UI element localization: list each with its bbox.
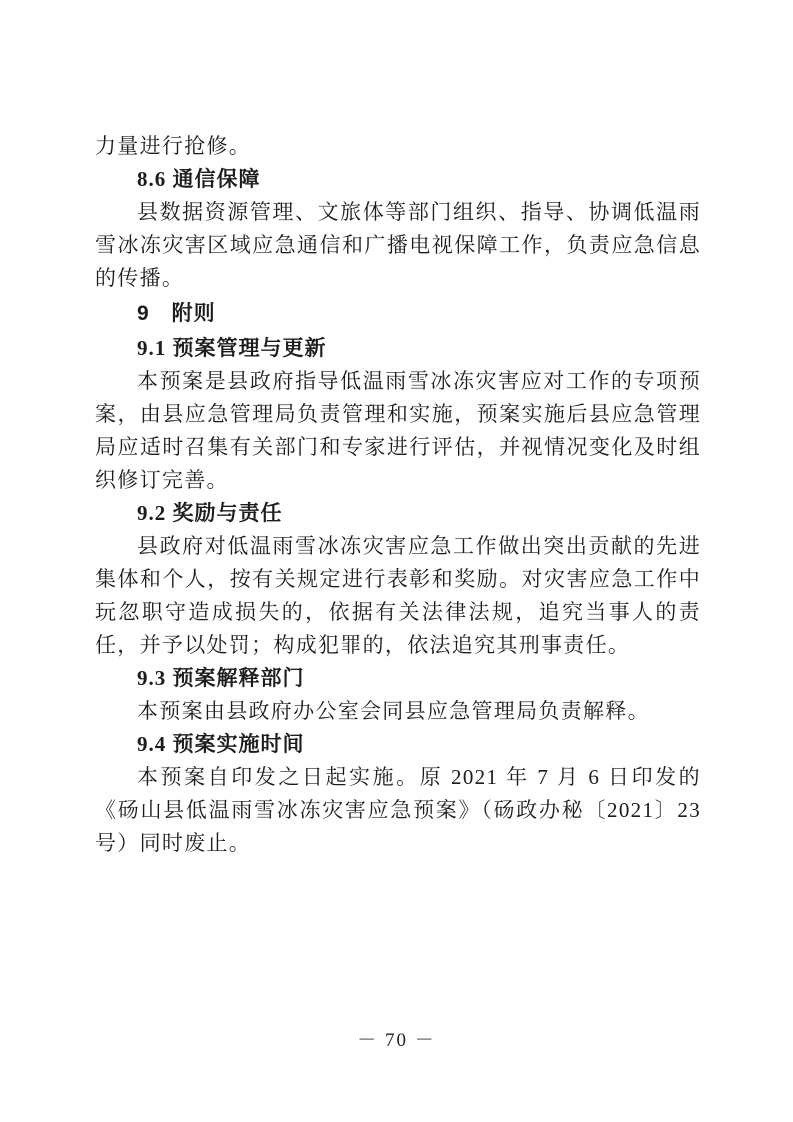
document-body xyxy=(95,130,701,860)
paragraph-rewards-responsibility: 县政府对低温雨雪冰冻灾害应急工作做出突出贡献的先进集体和个人，按有关规定进行表彰和奖励。对灾害应急工作中玩忽职守造成损失的，依据有关法律法规，追究当事人的责任，并予以处罚；构成犯罪的，依法追究其刑事责任。 xyxy=(95,534,701,657)
heading-9-1-plan-management-update: 9.1 预案管理与更新 xyxy=(137,336,327,360)
paragraph-plan-implementation-time: 本预案自印发之日起实施。原 2021 年 7 月 6 日印发的《砀山县低温雨雪冰冻灾害应急预案》（砀政办秘〔2021〕23 号）同时废止。 xyxy=(95,765,701,855)
paragraph-communication-support: 县数据资源管理、文旅体等部门组织、指导、协调低温雨雪冰冻灾害区域应急通信和广播电视保障工作，负责应急信息的传播。 xyxy=(95,200,701,290)
paragraph-plan-management-update: 本预案是县政府指导低温雨雪冰冻灾害应对工作的专项预案，由县应急管理局负责管理和实施，预案实施后县应急管理局应适时召集有关部门和专家进行评估，并视情况变化及时组织修订完善。 xyxy=(95,369,701,492)
paragraph-plan-interpretation: 本预案由县政府办公室会同县应急管理局负责解释。 xyxy=(137,699,650,723)
heading-9-2-rewards-responsibility: 9.2 奖励与责任 xyxy=(137,501,283,525)
heading-9-supplementary-provisions: 9 附则 xyxy=(137,302,216,325)
heading-8-6-communication-support: 8.6 通信保障 xyxy=(137,167,261,191)
page-number: － 70 － xyxy=(357,1030,436,1051)
paragraph-repair-continuation: 力量进行抢修。 xyxy=(95,134,252,158)
heading-9-3-plan-interpretation: 9.3 预案解释部门 xyxy=(137,666,305,690)
heading-9-4-plan-implementation-time: 9.4 预案实施时间 xyxy=(137,732,305,756)
